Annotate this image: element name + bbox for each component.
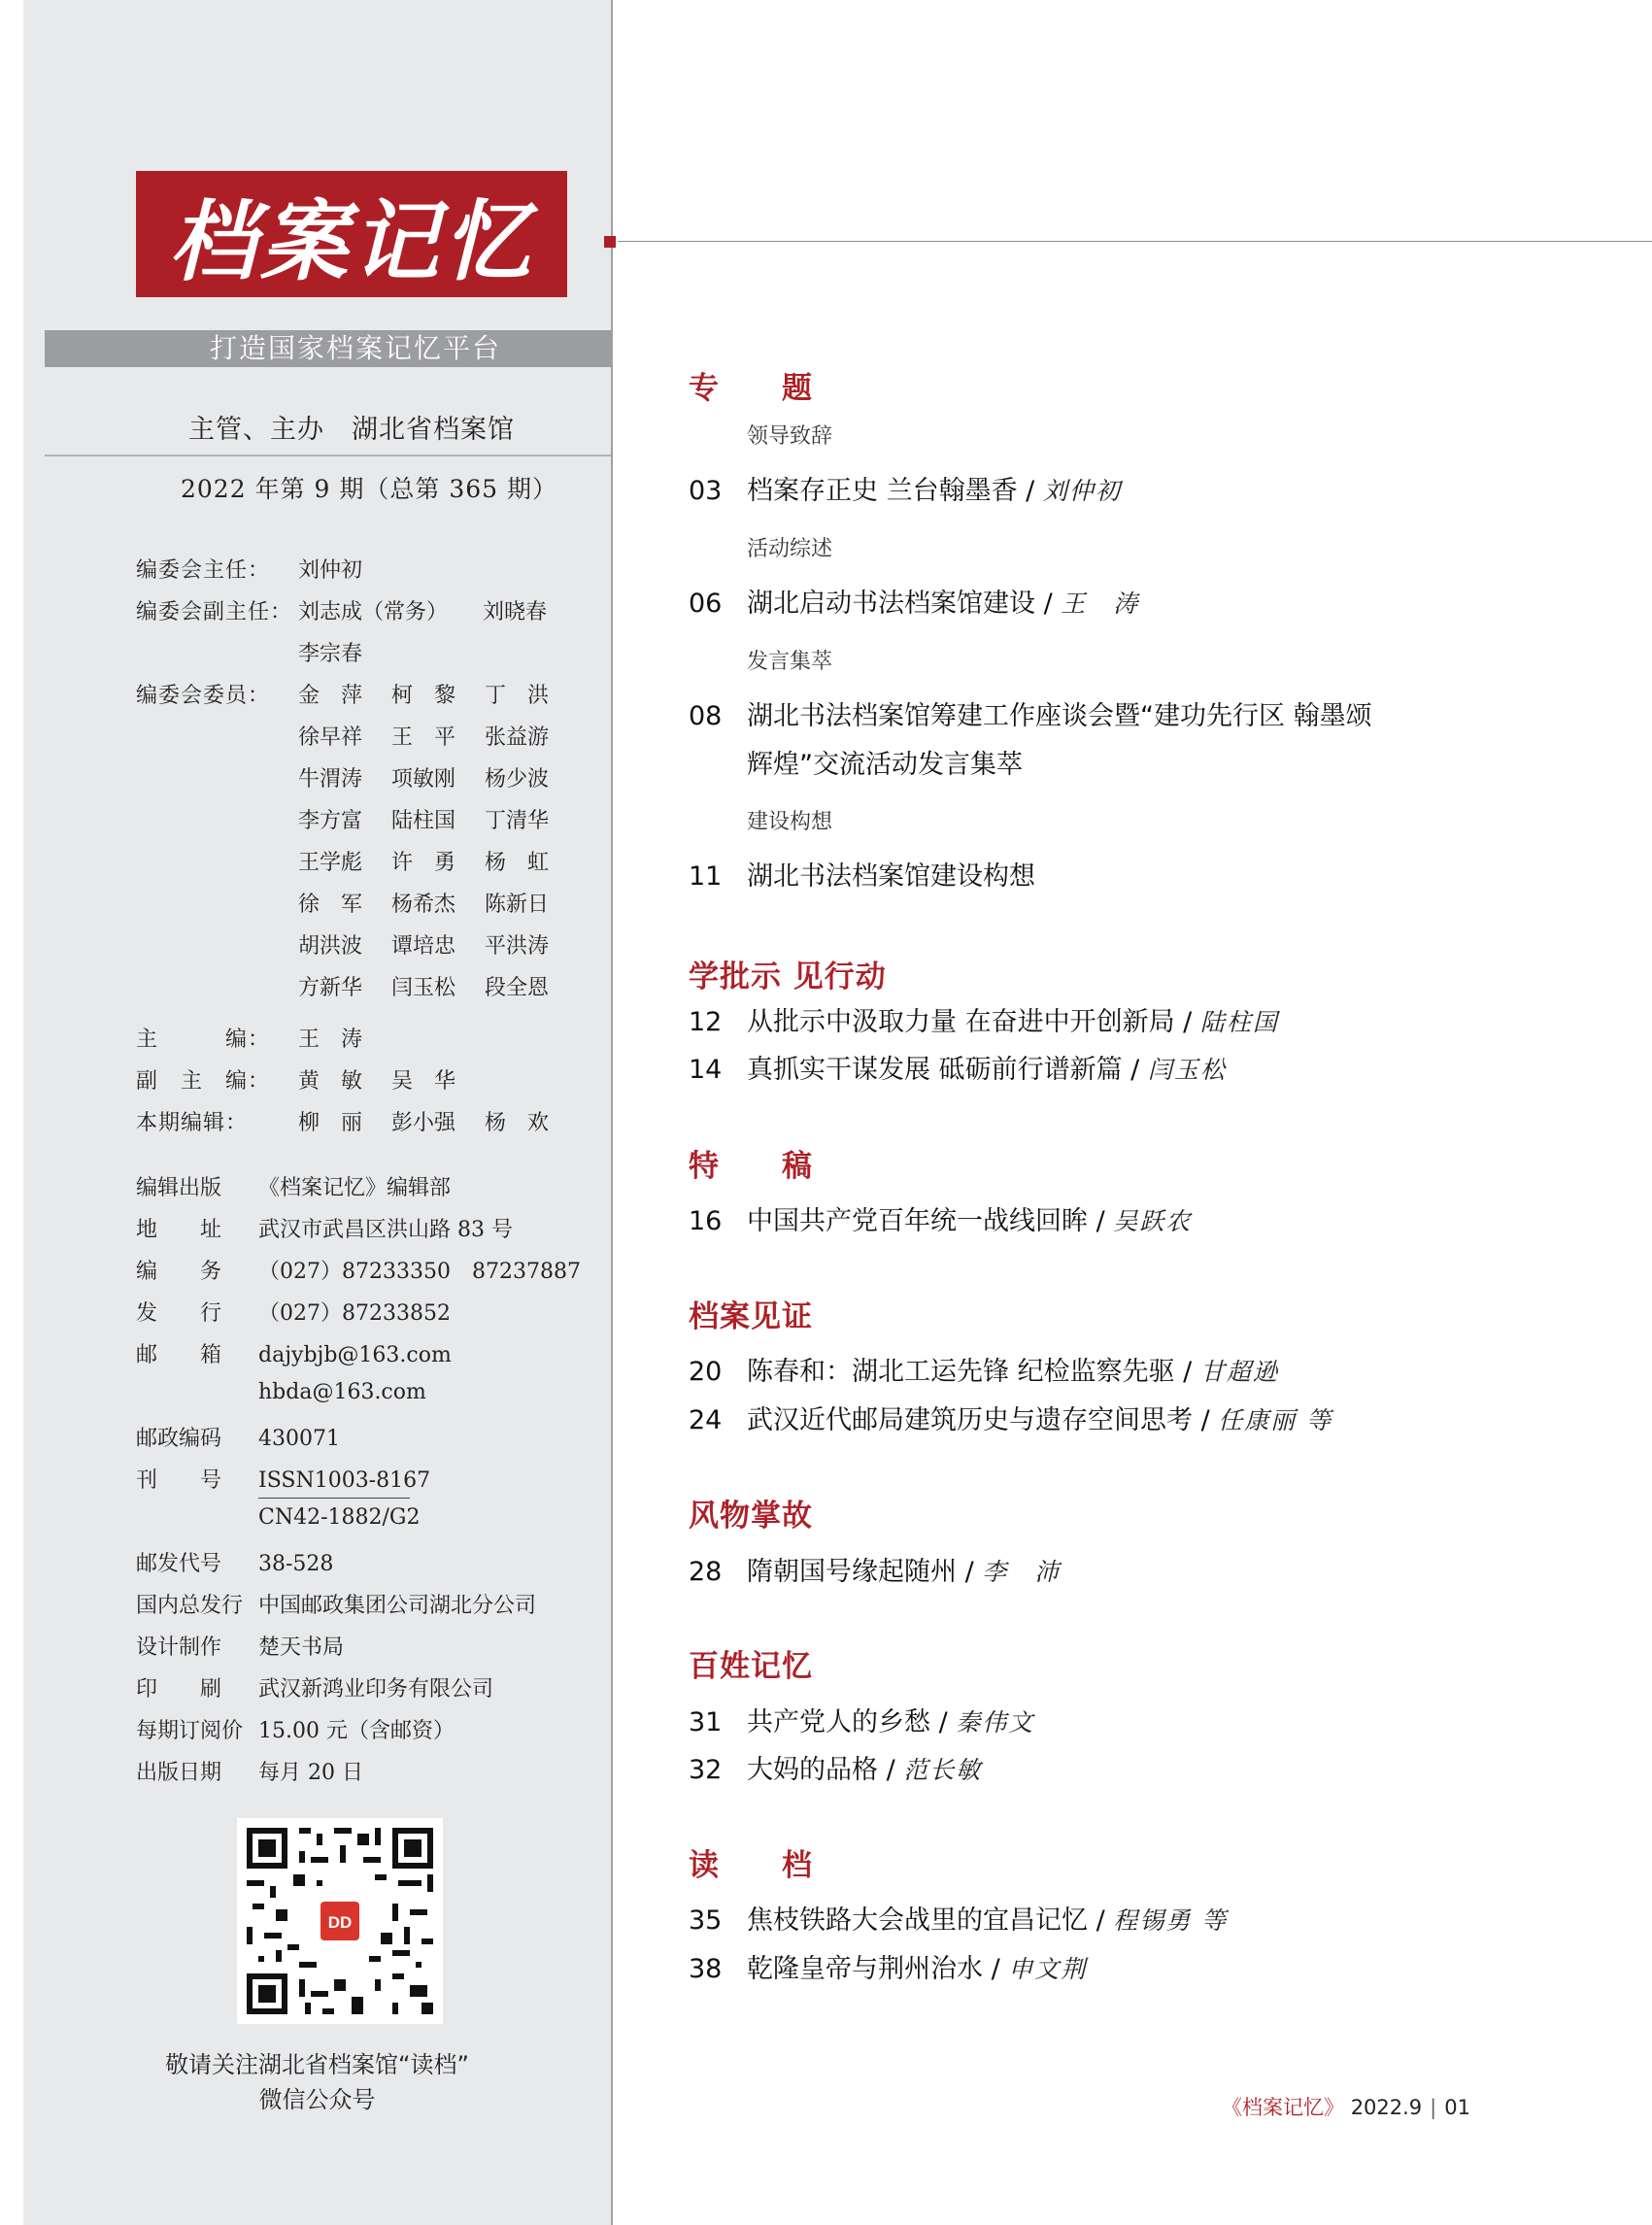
toc-entry[interactable]: 06 湖北启动书法档案馆建设 / 王 涛	[689, 589, 1140, 619]
toc-page-number: 31	[689, 1707, 723, 1737]
credit-label: 主 编：	[136, 1028, 271, 1052]
toc-page-number: 14	[689, 1055, 723, 1085]
credit-names	[298, 595, 576, 625]
credit-name: 丁清华	[485, 809, 550, 833]
toc-page-number: 20	[689, 1357, 723, 1387]
toc-entry-author: 程锡勇 等	[1113, 1906, 1229, 1935]
pub-value: 武汉新鸿业印务有限公司	[258, 1677, 494, 1702]
pub-value: dajybjb@163.com	[258, 1343, 452, 1367]
credit-name: 陆柱国	[391, 809, 456, 833]
toc-subsection-title: 建设构想	[747, 810, 833, 834]
sponsor-line: 主管、主办 湖北省档案馆	[188, 415, 515, 445]
qr-logo-text: DD	[327, 1913, 353, 1932]
toc-page-number: 11	[689, 861, 723, 892]
pub-value: 15.00 元（含邮资）	[258, 1719, 455, 1743]
pub-label: 编辑出版	[136, 1176, 222, 1200]
credit-name: 王学彪	[298, 851, 363, 875]
toc-divider	[618, 241, 1652, 242]
divider	[45, 455, 611, 456]
toc-entry-author: 范长敏	[903, 1756, 983, 1784]
credit-names	[298, 971, 578, 1001]
toc-section-title: 档案见证	[689, 1299, 813, 1334]
toc-subsection-title: 发言集萃	[747, 650, 833, 674]
pub-label: 设计制作	[136, 1635, 222, 1660]
toc-entry-title: 乾隆皇帝与荆州治水	[747, 1954, 983, 1984]
qr-caption: 敬请关注湖北省档案馆“读档”	[165, 2051, 469, 2078]
toc-entry-title: 湖北启动书法档案馆建设	[747, 589, 1035, 619]
credit-names	[298, 846, 578, 876]
pub-value: 每月 20 日	[258, 1761, 363, 1785]
pub-label: 邮政编码	[136, 1427, 222, 1451]
toc-page-number: 32	[689, 1755, 723, 1785]
pub-value: ISSN1003-8167	[258, 1468, 431, 1493]
toc-subsection-title: 领导致辞	[747, 424, 833, 449]
toc-entry-title: 真抓实干谋发展 砥砺前行谱新篇	[747, 1055, 1123, 1085]
credit-names	[298, 929, 578, 960]
toc-page-number: 06	[689, 589, 723, 619]
footer-magazine: 《档案记忆》	[1222, 2096, 1344, 2119]
page-footer	[1222, 2092, 1470, 2121]
toc-entry-author: 李 沛	[982, 1558, 1062, 1586]
pub-value: CN42-1882/G2	[258, 1505, 421, 1530]
credit-names	[298, 1023, 391, 1053]
toc-page-number: 35	[689, 1905, 723, 1936]
pub-label: 国内总发行	[136, 1594, 244, 1618]
credit-chief-editor	[136, 1023, 299, 1053]
toc-entry-author: 秦伟文	[956, 1708, 1035, 1736]
pub-row	[136, 1380, 426, 1404]
credit-name: 吴 华	[391, 1069, 456, 1094]
footer-page-number: 01	[1444, 2096, 1470, 2119]
toc-entry-author: 刘仲初	[1042, 477, 1122, 505]
credit-name: 彭小强	[391, 1111, 456, 1135]
pub-row	[136, 1505, 420, 1530]
pub-label: 邮 箱	[136, 1343, 222, 1367]
pub-row	[136, 1672, 493, 1702]
issue-number: 2022 年第 9 期（总第 365 期）	[181, 475, 557, 503]
toc-entry-title: 档案存正史 兰台翰墨香	[747, 476, 1018, 506]
toc-entry[interactable]: 24 武汉近代邮局建筑历史与遗存空间思考 / 任康丽 等	[689, 1405, 1333, 1435]
toc-entry-author: 任康丽 等	[1218, 1406, 1333, 1434]
toc-page-number: 28	[689, 1557, 723, 1587]
credit-name: 李宗春	[298, 642, 363, 666]
toc-section-title: 风物掌故	[689, 1499, 813, 1534]
pub-row	[136, 1714, 455, 1744]
toc-entry-title: 隋朝国号缘起随州	[747, 1557, 957, 1587]
toc-section-title: 读 档	[689, 1848, 813, 1883]
pub-label: 地 址	[136, 1218, 222, 1242]
toc-page-number: 12	[689, 1007, 723, 1037]
credit-name: 柳 丽	[298, 1111, 363, 1135]
toc-entry[interactable]	[689, 855, 1035, 893]
pub-value: （027）87233350 87237887	[258, 1260, 581, 1284]
toc-entry-title: 大妈的品格	[747, 1755, 878, 1785]
toc-entry[interactable]: 31 共产党人的乡愁 / 秦伟文	[689, 1707, 1035, 1737]
pub-value: 430071	[258, 1427, 340, 1451]
credit-name: 金 萍	[298, 684, 363, 708]
toc-entry[interactable]	[689, 694, 1372, 732]
credit-name: 王 涛	[298, 1028, 363, 1052]
sidebar-divider	[611, 0, 613, 2225]
pub-value: hbda@163.com	[258, 1380, 426, 1404]
credit-name: 杨希杰	[391, 893, 456, 917]
credit-name: 方新华	[298, 976, 363, 1000]
credit-name: 许 勇	[391, 851, 456, 875]
credit-name: 胡洪波	[298, 934, 363, 959]
pub-row	[136, 1422, 340, 1452]
credit-name: 徐 军	[298, 893, 363, 917]
toc-entry-author: 甘超逊	[1199, 1358, 1279, 1386]
pub-row	[136, 1297, 451, 1327]
pub-label: 每期订阅价	[136, 1719, 244, 1743]
toc-entry-title: 湖北书法档案馆筹建工作座谈会暨“建功先行区 翰墨颂	[747, 701, 1372, 731]
pub-label: 邮发代号	[136, 1552, 222, 1576]
credit-names	[298, 721, 578, 751]
credit-name: 平洪涛	[485, 934, 550, 959]
credit-label: 副 主 编：	[136, 1069, 271, 1094]
pub-value: 《档案记忆》编辑部	[258, 1176, 452, 1200]
footer-separator: |	[1430, 2096, 1437, 2119]
toc-section-title: 学批示 见行动	[689, 960, 887, 995]
credit-names	[298, 762, 578, 792]
credit-name: 谭培忠	[391, 934, 456, 959]
toc-entry-title: 中国共产党百年统一战线回眸	[747, 1206, 1088, 1236]
credit-name: 王 平	[391, 725, 456, 750]
toc-entry-title: 陈春和：湖北工运先锋 纪检监察先驱	[747, 1357, 1175, 1387]
pub-label: 出版日期	[136, 1761, 222, 1785]
toc-entry-author: 陆柱国	[1199, 1008, 1279, 1036]
credit-names	[298, 888, 578, 918]
toc-entry-title: 共产党人的乡愁	[747, 1707, 930, 1737]
toc-entry[interactable]: 03 档案存正史 兰台翰墨香 / 刘仲初	[689, 476, 1122, 506]
credit-director	[136, 554, 299, 584]
toc-entry-title: 湖北书法档案馆建设构想	[747, 861, 1035, 892]
toc-entry-author: 吴跃农	[1113, 1207, 1193, 1235]
toc-entry-title: 从批示中汲取力量 在奋进中开创新局	[747, 1007, 1175, 1037]
credit-label: 本期编辑：	[136, 1111, 249, 1135]
footer-issue: 2022.9	[1350, 2096, 1423, 2119]
slogan-bar: 打造国家档案记忆平台	[45, 330, 611, 367]
credit-names	[298, 637, 391, 667]
pub-row	[136, 1213, 513, 1243]
pub-value: 中国邮政集团公司湖北分公司	[258, 1594, 537, 1618]
credit-name: 李方富	[298, 809, 363, 833]
credit-name: 闫玉松	[391, 976, 456, 1000]
credit-name: 牛渭涛	[298, 767, 363, 792]
pub-row	[136, 1464, 430, 1494]
credit-label: 编委会委员：	[136, 684, 271, 708]
credit-name: 丁 洪	[485, 684, 550, 708]
credit-names	[298, 804, 578, 834]
pub-row	[136, 1547, 333, 1577]
magazine-logo	[136, 171, 567, 297]
pub-value: 武汉市武昌区洪山路 83 号	[258, 1218, 513, 1242]
credit-name: 陈新日	[485, 893, 550, 917]
pub-row	[136, 1338, 452, 1368]
credit-name: 黄 敏	[298, 1069, 363, 1094]
pub-label: 发 行	[136, 1301, 222, 1326]
toc-entry[interactable]: 20 陈春和：湖北工运先锋 纪检监察先驱 / 甘超逊	[689, 1357, 1279, 1387]
pub-label: 印 刷	[136, 1677, 222, 1702]
credit-names	[298, 1106, 578, 1136]
credit-label: 编委会主任：	[136, 558, 271, 583]
toc-entry[interactable]: 28 隋朝国号缘起随州 / 李 沛	[689, 1557, 1062, 1587]
toc-section-title: 特 稿	[689, 1149, 813, 1184]
toc-page-number: 38	[689, 1954, 723, 1984]
toc-page-number: 16	[689, 1206, 723, 1236]
credit-vice-director	[136, 595, 299, 625]
toc-entry-author: 闫玉松	[1147, 1056, 1227, 1084]
pub-value: 38-528	[258, 1552, 334, 1576]
credit-name: 项敏刚	[391, 767, 456, 792]
toc-entry[interactable]: 32 大妈的品格 / 范长敏	[689, 1755, 983, 1785]
magazine-logo-text: 档案记忆	[169, 190, 534, 293]
toc-page-number: 24	[689, 1405, 723, 1435]
toc-entry[interactable]: 14 真抓实干谋发展 砥砺前行谱新篇 / 闫玉松	[689, 1055, 1227, 1085]
credit-name: 刘晓春	[483, 600, 548, 624]
toc-entry[interactable]: 16 中国共产党百年统一战线回眸 / 吴跃农	[689, 1206, 1193, 1236]
credit-deputy-editor	[136, 1064, 299, 1095]
credit-committee	[136, 679, 299, 709]
credit-name: 徐早祥	[298, 725, 363, 750]
toc-entry[interactable]: 12 从批示中汲取力量 在奋进中开创新局 / 陆柱国	[689, 1007, 1279, 1037]
credit-name: 杨少波	[485, 767, 550, 792]
toc-entry-continuation[interactable]: 辉煌”交流活动发言集萃	[747, 750, 1023, 780]
credit-name: 杨 虹	[485, 851, 550, 875]
toc-entry-title: 武汉近代邮局建筑历史与遗存空间思考	[747, 1405, 1193, 1435]
toc-section-title: 百姓记忆	[689, 1649, 813, 1684]
pub-value: 楚天书局	[258, 1635, 345, 1660]
wechat-qr-code[interactable]	[237, 1818, 443, 2024]
toc-page-number: 03	[689, 476, 723, 506]
qr-caption: 微信公众号	[258, 2086, 376, 2113]
credit-name: 刘志成（常务）	[298, 600, 449, 624]
pub-label: 刊 号	[136, 1468, 222, 1493]
credit-name: 张益游	[485, 725, 550, 750]
credit-name: 段全恩	[485, 976, 550, 1000]
toc-entry[interactable]: 38 乾隆皇帝与荆州治水 / 申文荆	[689, 1954, 1088, 1984]
pub-row	[136, 1255, 581, 1285]
toc-section-title: 专 题	[689, 371, 813, 406]
toc-entry-author: 王 涛	[1061, 590, 1140, 618]
credit-label: 编委会副主任：	[136, 600, 293, 624]
issn-underline	[258, 1498, 410, 1499]
qr-code-graphic	[247, 1828, 433, 2014]
pub-row	[136, 1631, 344, 1661]
pub-row	[136, 1589, 536, 1619]
toc-subsection-title: 活动综述	[747, 537, 833, 561]
toc-entry[interactable]: 35 焦枝铁路大会战里的宜昌记忆 / 程锡勇 等	[689, 1905, 1229, 1936]
toc-page-number: 08	[689, 701, 723, 731]
toc-entry-title: 焦枝铁路大会战里的宜昌记忆	[747, 1905, 1088, 1936]
pub-row	[136, 1756, 363, 1786]
toc-marker-square	[604, 236, 616, 248]
pub-value: （027）87233852	[258, 1301, 451, 1326]
pub-label: 编 务	[136, 1260, 222, 1284]
pub-row	[136, 1171, 451, 1201]
credit-name: 刘仲初	[298, 558, 363, 583]
credit-names	[298, 554, 391, 584]
credit-names	[298, 679, 578, 709]
toc-entry-author: 申文荆	[1008, 1955, 1088, 1983]
credit-issue-editor	[136, 1106, 299, 1136]
credit-name: 杨 欢	[485, 1111, 550, 1135]
credit-name: 柯 黎	[391, 684, 456, 708]
credit-names	[298, 1064, 485, 1095]
